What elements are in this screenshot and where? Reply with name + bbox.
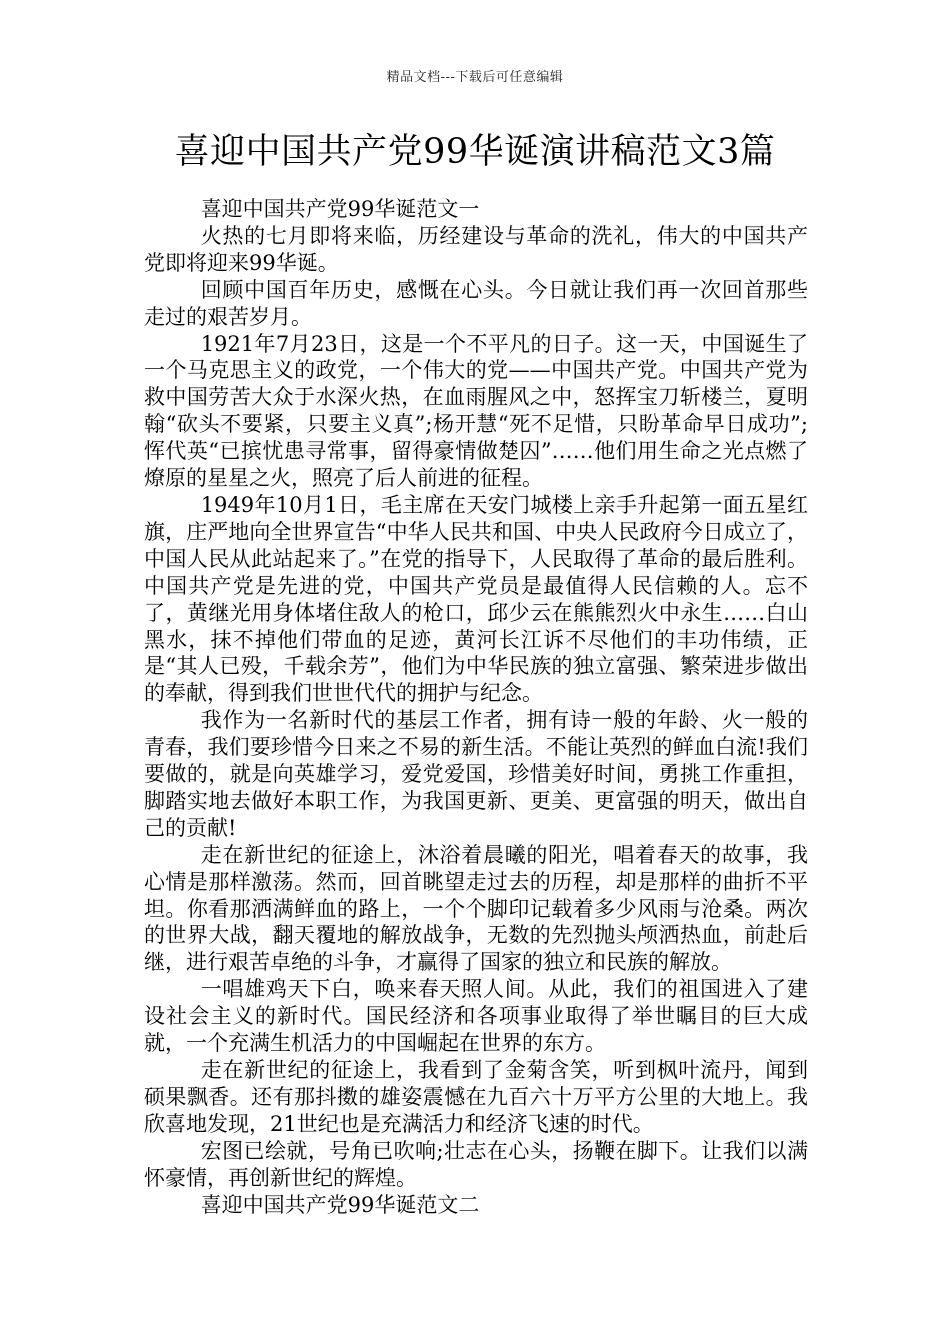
paragraph: 1921年7月23日，这是一个不平凡的日子。这一天，中国诞生了一个马克思主义的政党，一个伟大的党——中国共产党。中国共产党为救中国劳苦大众于水深火热，在血雨腥风之中，怒挥宝刀斩楼兰，夏明翰“砍头不要紧，只要主义真”;杨开慧“死不足惜，只盼革命早日成功”;恽代英“已摈忧患寻常事，留得豪情做楚囚”……他们用生命之光点燃了燎原的星星之火，照亮了后人前进的征程。 xyxy=(144,331,808,491)
paragraph: 火热的七月即将来临，历经建设与革命的洗礼，伟大的中国共产党即将迎来99华诞。 xyxy=(144,223,808,275)
document-title: 喜迎中国共产党99华诞演讲稿范文3篇 xyxy=(174,132,776,172)
paragraph: 一唱雄鸡天下白，唤来春天照人间。从此，我们的祖国进入了建设社会主义的新时代。国民经济和各项事业取得了举世瞩目的巨大成就，一个充满生机活力的中国崛起在世界的东方。 xyxy=(144,977,808,1056)
section-heading: 喜迎中国共产党99华诞范文一 xyxy=(200,197,480,221)
paragraph: 回顾中国百年历史，感慨在心头。今日就让我们再一次回首那些走过的艰苦岁月。 xyxy=(144,277,808,329)
paragraph: 走在新世纪的征途上，沐浴着晨曦的阳光，唱着春天的故事，我心情是那样激荡。然而，回首眺望走过去的历程，却是那样的曲折不平坦。你看那洒满鲜血的路上，一个个脚印记载着多少风雨与沧桑。两次的世界大战，翻天覆地的解放战争，无数的先烈抛头颅洒热血，前赴后继，进行艰苦卓绝的斗争，才赢得了国家的独立和民族的解放。 xyxy=(144,842,808,975)
paragraph: 我作为一名新时代的基层工作者，拥有诗一般的年龄、火一般的青春，我们要珍惜今日来之不易的新生活。不能让英烈的鲜血白流!我们要做的，就是向英雄学习，爱党爱国，珍惜美好时间，勇挑工作重担，脚踏实地去做好本职工作，为我国更新、更美、更富强的明天，做出自己的贡献! xyxy=(144,708,808,840)
paragraph: 走在新世纪的征途上，我看到了金菊含笑，听到枫叶流丹，闻到硕果飘香。还有那抖擞的雄姿震憾在九百六十万平方公里的大地上。我欣喜地发现，21世纪也是充满活力和经济飞速的时代。 xyxy=(144,1058,808,1136)
page-header: 精品文档---下载后可任意编辑 xyxy=(386,70,564,85)
paragraph: 1949年10月1日，毛主席在天安门城楼上亲手升起第一面五星红旗，庄严地向全世界宣告“中华人民共和国、中央人民政府今日成立了，中国人民从此站起来了。”在党的指导下，人民取得了革命的最后胜利。中国共产党是先进的党，中国共产党员是最值得人民信赖的人。忘不了，黄继光用身体堵住敌人的枪口，邱少云在熊熊烈火中永生……白山黑水，抹不掉他们带血的足迹，黄河长江诉不尽他们的丰功伟绩，正是“其人已殁，千载余芳”，他们为中华民族的独立富强、繁荣进步做出的奉献，得到我们世世代代的拥护与纪念。 xyxy=(144,492,808,706)
section-heading: 喜迎中国共产党99华诞范文二 xyxy=(200,1192,480,1217)
paragraph: 宏图已绘就，号角已吹响;壮志在心头，扬鞭在脚下。让我们以满怀豪情，再创新世纪的辉煌。 xyxy=(144,1138,808,1190)
document-body xyxy=(144,196,808,1218)
